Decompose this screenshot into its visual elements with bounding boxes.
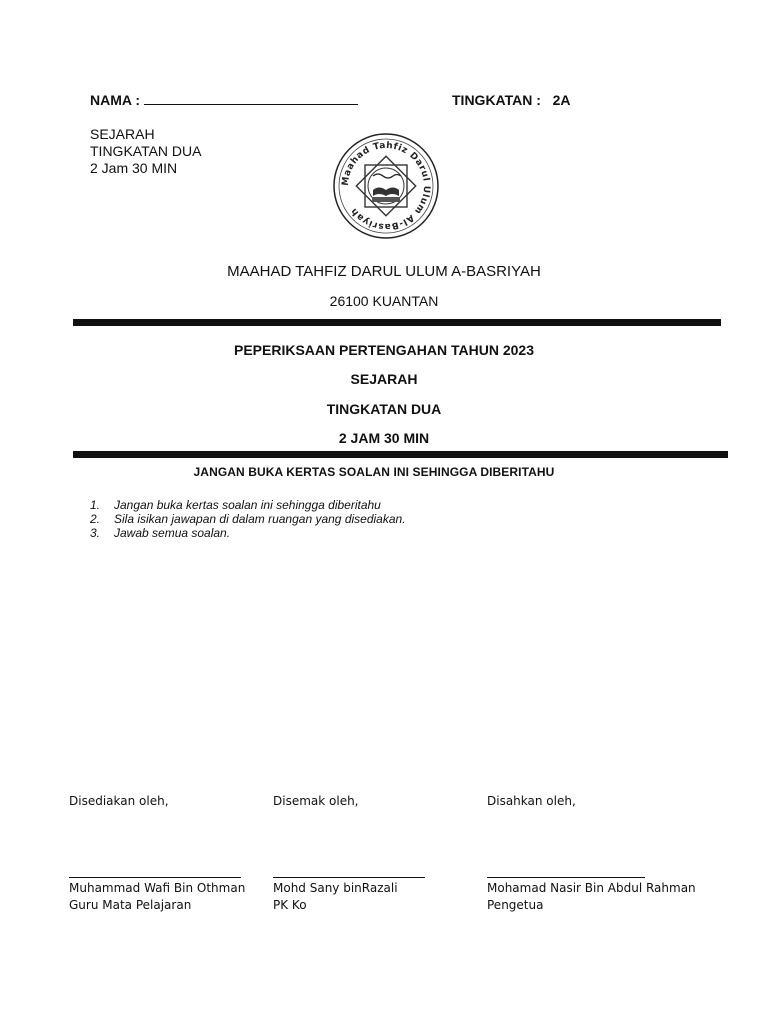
school-crest-logo <box>332 132 440 240</box>
signatory-name: Mohamad Nasir Bin Abdul Rahman <box>487 881 696 895</box>
instruction-item: 3. Jawab semua soalan. <box>90 526 231 540</box>
signature-label-prepared: Disediakan oleh, <box>69 794 169 808</box>
signature-label-checked: Disemak oleh, <box>273 794 359 808</box>
signatory-prepared <box>69 880 245 914</box>
signatory-role: Guru Mata Pelajaran <box>69 898 192 912</box>
signature-line-checked <box>273 877 425 878</box>
school-name: MAAHAD TAHFIZ DARUL ULUM A-BASRIYAH <box>227 263 541 280</box>
tingkatan-label: TINGKATAN : <box>452 92 541 108</box>
tingkatan-field <box>452 92 571 108</box>
school-city: 26100 KUANTAN <box>329 293 439 309</box>
instruction-item: 1. Jangan buka kertas soalan ini sehingga diberitahu <box>90 498 381 512</box>
exam-form: TINGKATAN DUA <box>326 401 442 417</box>
divider-top <box>73 319 721 326</box>
warning-text: JANGAN BUKA KERTAS SOALAN INI SEHINGGA DIBERITAHU <box>193 465 555 479</box>
subject-form: TINGKATAN DUA <box>90 143 202 159</box>
signatory-checked <box>273 880 398 914</box>
signatory-approved <box>487 880 696 914</box>
name-blank-line <box>144 92 358 105</box>
signatory-name: Muhammad Wafi Bin Othman <box>69 881 246 895</box>
subject-name: SEJARAH <box>90 126 155 142</box>
divider-bottom <box>73 451 728 458</box>
signature-label-approved: Disahkan oleh, <box>487 794 576 808</box>
exam-title: PEPERIKSAAN PERTENGAHAN TAHUN 2023 <box>233 342 534 358</box>
signature-line-approved <box>487 877 645 878</box>
signatory-role: PK Ko <box>273 898 307 912</box>
logo-ring-text: Maahad Tahfiz Darul Ulum Al-Basriyah <box>340 140 432 232</box>
instruction-item: 2. Sila isikan jawapan di dalam ruangan yang disediakan. <box>90 512 406 526</box>
signature-line-prepared <box>69 877 241 878</box>
name-label: NAMA : <box>90 92 141 108</box>
subject-duration: 2 Jam 30 MIN <box>90 160 178 176</box>
name-field <box>90 92 358 108</box>
exam-duration: 2 JAM 30 MIN <box>338 430 430 446</box>
tingkatan-value: 2A <box>552 92 571 108</box>
signatory-role: Pengetua <box>487 898 544 912</box>
instructions-list <box>90 498 406 540</box>
subject-block <box>90 126 202 177</box>
exam-subject: SEJARAH <box>350 371 418 387</box>
signatory-name: Mohd Sany binRazali <box>273 881 398 895</box>
